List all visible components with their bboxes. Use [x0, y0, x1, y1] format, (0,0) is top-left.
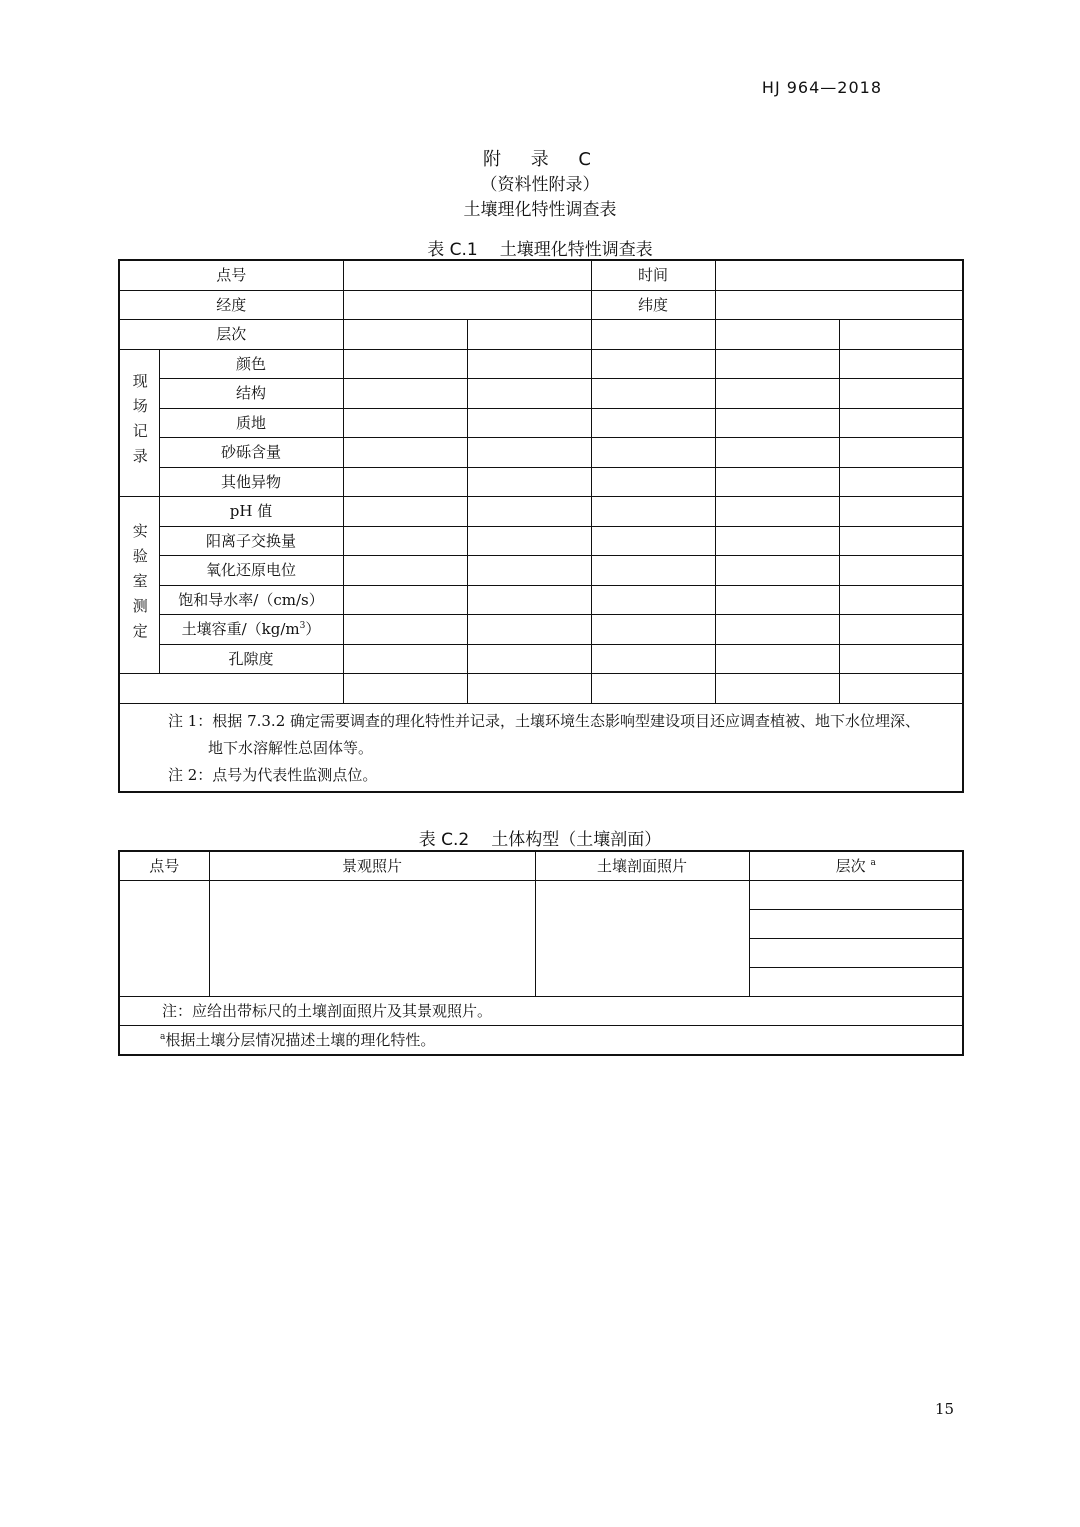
table2-footnote: [119, 1026, 963, 1056]
data-cell[interactable]: [591, 556, 715, 586]
page-number: 15: [935, 1400, 955, 1418]
field-record-label: 现场记录: [130, 372, 149, 473]
field-record-group: [119, 349, 159, 497]
table-notes: [119, 703, 963, 792]
point-label: 点号: [119, 260, 343, 290]
row-label-text: 土壤容重/（kg/m: [181, 620, 300, 639]
data-cell[interactable]: [467, 644, 591, 674]
data-cell[interactable]: [591, 467, 715, 497]
data-cell[interactable]: [467, 467, 591, 497]
table-note-row: [119, 997, 963, 1026]
table2-caption: [0, 825, 1080, 850]
layer-cell[interactable]: [749, 968, 963, 997]
header-landscape-photo: 景观照片: [209, 851, 535, 881]
data-cell[interactable]: [343, 408, 467, 438]
table-footnote-row: [119, 1026, 963, 1056]
data-cell[interactable]: [715, 467, 839, 497]
latitude-value-cell[interactable]: [715, 290, 963, 320]
row-label: 阳离子交换量: [159, 526, 343, 556]
table-row: [119, 379, 963, 409]
layer-label: 层次: [119, 320, 343, 350]
data-cell[interactable]: [343, 615, 467, 645]
data-cell[interactable]: [591, 379, 715, 409]
table-row: [119, 320, 963, 350]
data-cell[interactable]: [591, 585, 715, 615]
header-profile-photo: 土壤剖面照片: [535, 851, 749, 881]
table2-caption-text: 土体构型（土壤剖面）: [491, 830, 662, 850]
data-cell[interactable]: [591, 349, 715, 379]
data-cell[interactable]: [839, 467, 963, 497]
table-header-row: [119, 851, 963, 881]
data-cell[interactable]: [467, 349, 591, 379]
data-cell[interactable]: [467, 320, 591, 350]
data-cell[interactable]: [467, 585, 591, 615]
row-label: 颜色: [159, 349, 343, 379]
data-cell[interactable]: [839, 320, 963, 350]
header-layer: [749, 851, 963, 881]
table1-caption-number: 表 C.1: [427, 240, 478, 260]
table-row: [119, 674, 963, 704]
table-row: [119, 438, 963, 468]
data-cell[interactable]: [715, 320, 839, 350]
lab-test-label: 实验室测定: [130, 522, 149, 648]
data-cell[interactable]: [715, 526, 839, 556]
soil-properties-table: [118, 259, 964, 793]
data-cell[interactable]: [467, 497, 591, 527]
time-label: 时间: [591, 260, 715, 290]
data-cell[interactable]: [839, 556, 963, 586]
data-cell[interactable]: [591, 674, 715, 704]
table-row: [119, 881, 963, 910]
data-cell[interactable]: [467, 615, 591, 645]
document-code: HJ 964—2018: [761, 78, 882, 97]
point-value-cell[interactable]: [343, 260, 591, 290]
note-2: 注 2：点号为代表性监测点位。: [168, 765, 378, 784]
data-cell[interactable]: [591, 615, 715, 645]
table-row: [119, 585, 963, 615]
longitude-label: 经度: [119, 290, 343, 320]
data-cell[interactable]: [839, 408, 963, 438]
appendix-name: 土壤理化特性调查表: [463, 200, 617, 220]
lab-test-group: [119, 497, 159, 674]
row-label: 氧化还原电位: [159, 556, 343, 586]
table-row: [119, 467, 963, 497]
data-cell[interactable]: [467, 379, 591, 409]
data-cell[interactable]: [715, 438, 839, 468]
header-point: 点号: [119, 851, 209, 881]
data-cell[interactable]: [839, 615, 963, 645]
data-cell[interactable]: [467, 438, 591, 468]
data-cell[interactable]: [343, 497, 467, 527]
data-cell[interactable]: [591, 526, 715, 556]
data-cell[interactable]: [839, 497, 963, 527]
data-cell[interactable]: [715, 615, 839, 645]
row-label-tail: ）: [305, 620, 321, 639]
data-cell[interactable]: [343, 585, 467, 615]
point-cell[interactable]: [119, 881, 209, 997]
data-cell[interactable]: [343, 644, 467, 674]
data-cell[interactable]: [343, 320, 467, 350]
row-label: 结构: [159, 379, 343, 409]
header-layer-text: 层次: [835, 857, 866, 875]
data-cell[interactable]: [467, 408, 591, 438]
data-cell[interactable]: [591, 408, 715, 438]
data-cell[interactable]: [715, 379, 839, 409]
note-1-continued: 地下水溶解性总固体等。: [208, 738, 374, 757]
note-1: 注 1：根据 7.3.2 确定需要调查的理化特性并记录，土壤环境生态影响型建设项目还应调查植被、地下水位埋深、: [168, 711, 921, 730]
layer-cell[interactable]: [749, 881, 963, 910]
time-value-cell[interactable]: [715, 260, 963, 290]
data-cell[interactable]: [839, 349, 963, 379]
data-cell[interactable]: [839, 526, 963, 556]
table-row: [119, 290, 963, 320]
data-cell[interactable]: [715, 349, 839, 379]
table-row: [119, 644, 963, 674]
data-cell[interactable]: [591, 320, 715, 350]
blank-label-cell[interactable]: [119, 674, 343, 704]
appendix-title: 附 录 C: [482, 149, 597, 170]
row-label: pH 值: [159, 497, 343, 527]
soil-profile-table: [118, 850, 964, 1056]
data-cell[interactable]: [839, 379, 963, 409]
row-label: [159, 615, 343, 645]
data-cell[interactable]: [467, 674, 591, 704]
row-label: 孔隙度: [159, 644, 343, 674]
data-cell[interactable]: [591, 644, 715, 674]
table2-note: 注：应给出带标尺的土壤剖面照片及其景观照片。: [119, 997, 963, 1026]
data-cell[interactable]: [343, 467, 467, 497]
layer-cell[interactable]: [749, 939, 963, 968]
table2-caption-number: 表 C.2: [418, 830, 470, 850]
data-cell[interactable]: [715, 674, 839, 704]
data-cell[interactable]: [839, 438, 963, 468]
table-notes-row: [119, 703, 963, 792]
data-cell[interactable]: [839, 644, 963, 674]
layer-cell[interactable]: [749, 910, 963, 939]
superscript: 3: [299, 621, 306, 632]
table1-caption-text: 土壤理化特性调查表: [499, 240, 653, 260]
footnote-mark: a: [160, 1032, 166, 1042]
data-cell[interactable]: [591, 438, 715, 468]
footnote-text: 根据土壤分层情况描述土壤的理化特性。: [165, 1031, 436, 1049]
data-cell[interactable]: [467, 556, 591, 586]
row-label: 其他异物: [159, 467, 343, 497]
data-cell[interactable]: [343, 349, 467, 379]
data-cell[interactable]: [715, 408, 839, 438]
data-cell[interactable]: [343, 556, 467, 586]
data-cell[interactable]: [343, 438, 467, 468]
table-row: [119, 260, 963, 290]
row-label: 饱和导水率/（cm/s）: [159, 585, 343, 615]
data-cell[interactable]: [715, 585, 839, 615]
table-row: [119, 349, 963, 379]
data-cell[interactable]: [715, 556, 839, 586]
data-cell[interactable]: [343, 674, 467, 704]
table-row: [119, 408, 963, 438]
table-row: [119, 556, 963, 586]
latitude-label: 纬度: [591, 290, 715, 320]
row-label: 砂砾含量: [159, 438, 343, 468]
data-cell[interactable]: [715, 644, 839, 674]
data-cell[interactable]: [343, 526, 467, 556]
data-cell[interactable]: [839, 585, 963, 615]
appendix-type: （资料性附录）: [480, 175, 600, 195]
data-cell[interactable]: [839, 674, 963, 704]
data-cell[interactable]: [343, 379, 467, 409]
table1-caption: [0, 235, 1080, 260]
table-row: [119, 497, 963, 527]
data-cell[interactable]: [467, 526, 591, 556]
data-cell[interactable]: [591, 497, 715, 527]
row-label: 质地: [159, 408, 343, 438]
profile-photo-cell[interactable]: [535, 881, 749, 997]
table-row: [119, 615, 963, 645]
landscape-photo-cell[interactable]: [209, 881, 535, 997]
longitude-value-cell[interactable]: [343, 290, 591, 320]
table-row: [119, 526, 963, 556]
data-cell[interactable]: [715, 497, 839, 527]
footnote-mark: a: [870, 858, 876, 868]
